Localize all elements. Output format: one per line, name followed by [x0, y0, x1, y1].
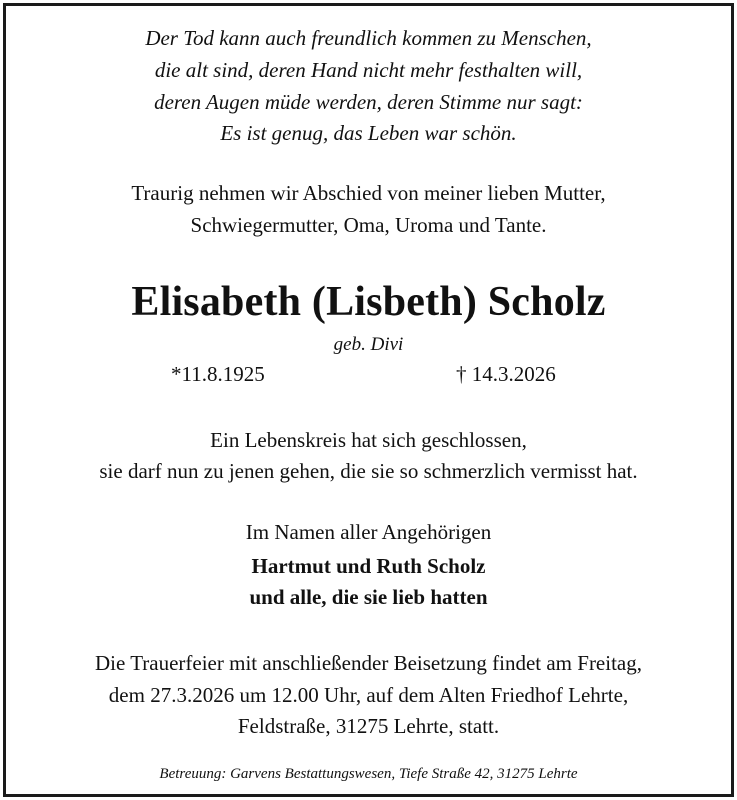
poem-line-3: deren Augen müde werden, deren Stimme nur sagt:	[154, 90, 583, 114]
death-date: † 14.3.2026	[456, 362, 556, 386]
maiden-name: geb. Divi	[333, 334, 404, 355]
closing-line-1: Ein Lebenskreis hat sich geschlossen,	[210, 428, 527, 452]
intro-line-2: Schwiegermutter, Oma, Uroma und Tante.	[190, 213, 547, 237]
closing-line-2: sie darf nun zu jenen gehen, die sie so schmerzlich vermisst hat.	[99, 459, 638, 483]
family-intro: Im Namen aller Angehörigen	[245, 520, 492, 544]
service-line-1: Die Trauerfeier mit anschließender Beisetzung findet am Freitag,	[95, 651, 642, 675]
birth-date: *11.8.1925	[171, 362, 265, 386]
poem-line-4: Es ist genug, das Leben war schön.	[220, 121, 517, 145]
funeral-home-footer: Betreuung: Garvens Bestattungswesen, Tiefe Straße 42, 31275 Lehrte	[159, 766, 578, 782]
service-line-3: Feldstraße, 31275 Lehrte, statt.	[237, 714, 500, 738]
poem-line-1: Der Tod kann auch freundlich kommen zu Menschen,	[145, 26, 592, 50]
family-names: Hartmut und Ruth Scholz	[251, 554, 486, 578]
obituary-notice	[3, 3, 734, 797]
intro-line-1: Traurig nehmen wir Abschied von meiner lieben Mutter,	[131, 181, 606, 205]
deceased-name: Elisabeth (Lisbeth) Scholz	[131, 279, 606, 325]
service-line-2: dem 27.3.2026 um 12.00 Uhr, auf dem Alten Friedhof Lehrte,	[108, 683, 629, 707]
poem-line-2: die alt sind, deren Hand nicht mehr festhalten will,	[154, 58, 583, 82]
family-others: und alle, die sie lieb hatten	[249, 585, 488, 609]
